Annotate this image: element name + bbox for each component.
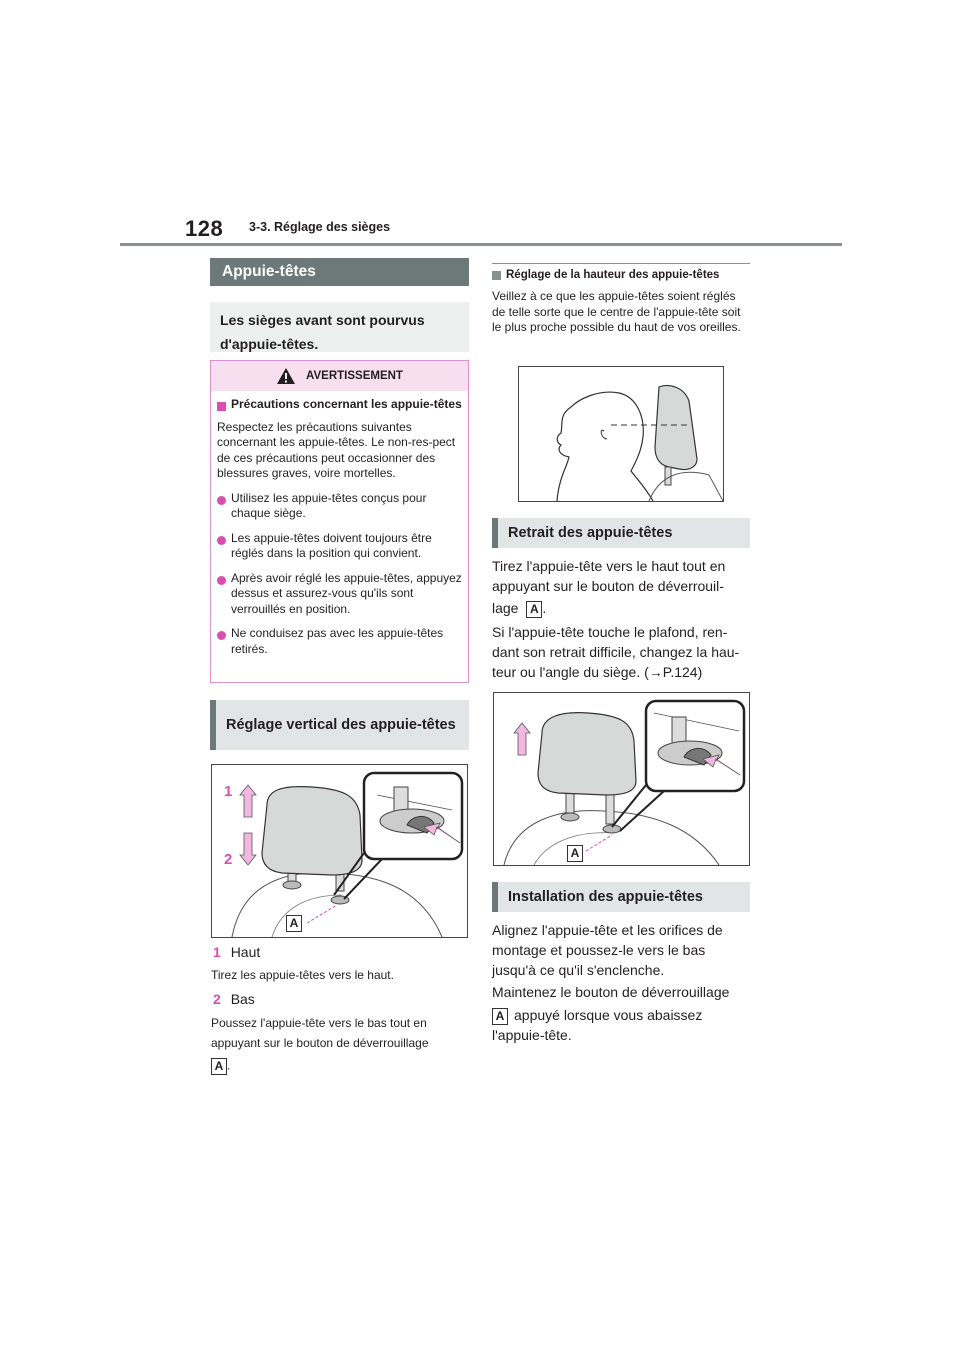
page-reference: P.124) — [662, 664, 703, 680]
install-text-line-3 — [492, 1005, 750, 1045]
removal-heading: Retrait des appuie-têtes — [492, 518, 750, 548]
list-item — [217, 571, 462, 618]
step-label: Bas — [230, 991, 255, 1007]
vertical-adjust-figure — [211, 764, 468, 938]
install-text-line-2: Maintenez le bouton de déverrouillage — [492, 984, 730, 1000]
vertical-adjust-heading: Réglage vertical des appuie-têtes — [210, 700, 469, 750]
step-2-end: . — [227, 1058, 231, 1073]
removal-text-end: . — [542, 600, 547, 616]
install-text: Alignez l'appuie-tête et les orifices de montage et poussez-le vers le bas jusqu'à ce qu'il s'enclenche. — [492, 922, 723, 978]
height-heading — [492, 269, 754, 283]
list-item-text: Les appuie-têtes doivent toujours être réglés dans la position qui convient. — [231, 530, 432, 560]
right-rule — [492, 263, 750, 264]
list-item-text: Utilisez les appuie-têtes conçus pour chaque siège. — [231, 490, 427, 520]
list-item-text: Ne conduisez pas avec les appuie-têtes retirés. — [231, 626, 444, 656]
warning-label: AVERTISSEMENT — [306, 370, 403, 382]
removal-note-text: Si l'appuie-tête touche le plafond, ren-dant son retrait difficile, changez la hau-teur ou l'angle du siège. ( — [492, 624, 740, 680]
bullet-icon — [217, 631, 226, 640]
step-2-inline-label — [211, 1058, 230, 1075]
head-position-illustration — [519, 367, 723, 501]
step-number: 1 — [213, 944, 221, 960]
install-text-end: appuyé lorsque vous abaissez l'appuie-tête. — [492, 1007, 703, 1043]
list-item — [217, 531, 462, 562]
headrest-heading: Appuie-têtes — [210, 258, 469, 286]
warning-triangle-icon — [276, 367, 296, 385]
section-title: 3-3. Réglage des sièges — [249, 220, 391, 234]
label-a-icon: A — [492, 1008, 508, 1025]
step-2-description-line-1: Poussez l'appuie-tête vers le bas tout en — [211, 1016, 427, 1030]
warning-subheading-text: Précautions concernant les appuie-têtes — [231, 397, 462, 411]
step-2 — [213, 989, 468, 1009]
bullet-icon — [217, 576, 226, 585]
bullet-icon — [217, 496, 226, 505]
square-bullet-icon — [217, 402, 226, 411]
install-heading: Installation des appuie-têtes — [492, 882, 750, 912]
square-bullet-icon — [492, 271, 501, 280]
warning-header — [211, 361, 468, 391]
removal-text-line-2 — [492, 598, 546, 618]
figure-label-2: 2 — [224, 851, 233, 868]
warning-subheading — [217, 397, 462, 416]
headrest-vertical-illustration — [212, 765, 467, 937]
height-heading-text: Réglage de la hauteur des appuie-têtes — [506, 269, 720, 281]
figure-label-a: A — [286, 915, 302, 932]
warning-box — [210, 360, 469, 683]
step-number: 2 — [213, 991, 221, 1007]
height-text: Veillez à ce que les appuie-têtes soient réglés de telle sorte que le centre de l'appuie-tête soit le plus proche possible du haut de vos oreilles. — [492, 289, 741, 334]
step-1 — [213, 942, 468, 962]
list-item-text: Après avoir réglé les appuie-têtes, appuyez dessus et assurez-vous qu'ils sont verrouillés en position. — [231, 570, 462, 616]
removal-note — [492, 622, 750, 682]
figure-label-1: 1 — [224, 783, 233, 800]
label-a-icon: A — [526, 601, 542, 618]
step-2-description-line-2: appuyant sur le bouton de déverrouillage — [211, 1036, 429, 1050]
removal-figure — [493, 692, 750, 866]
page-number: 128 — [185, 216, 224, 241]
step-label: Haut — [230, 944, 261, 960]
list-item — [217, 491, 462, 522]
label-a-icon: A — [211, 1058, 227, 1075]
step-1-description: Tirez les appuie-têtes vers le haut. — [211, 968, 394, 982]
list-item — [217, 626, 462, 657]
removal-text-line-1: Tirez l'appuie-tête vers le haut tout en appuyant sur le bouton de déverrouil- — [492, 558, 726, 594]
warning-paragraph: Respectez les précautions suivantes concernant les appuie-têtes. Le non-res-pect de ces précautions peut occasionner des blessures graves, voire mortelles. — [217, 419, 456, 480]
bullet-icon — [217, 536, 226, 545]
figure-label-a: A — [567, 845, 583, 862]
reference-arrow-icon: → — [648, 664, 663, 680]
intro-text: Les sièges avant sont pourvus d'appuie-têtes. — [210, 302, 469, 352]
headrest-removal-illustration — [494, 693, 749, 865]
header-rule — [120, 243, 842, 246]
head-position-figure — [518, 366, 724, 502]
removal-text-word: lage — [492, 600, 519, 616]
